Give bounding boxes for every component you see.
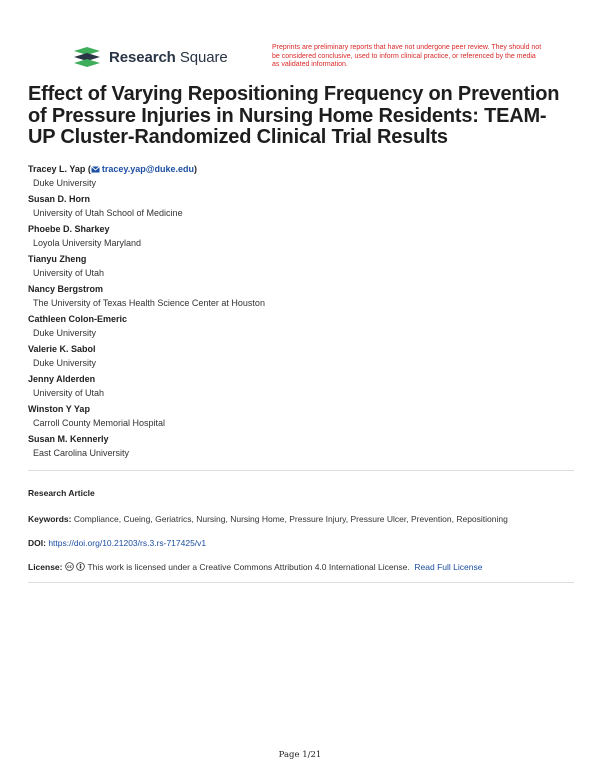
author-entry <box>28 404 568 434</box>
author-name: Winston Y Yap <box>28 404 90 414</box>
doi-link[interactable]: https://doi.org/10.21203/rs.3.rs-717425/v1 <box>48 538 207 548</box>
author-entry <box>28 194 568 224</box>
author-entry <box>28 344 568 374</box>
author-entry <box>28 314 568 344</box>
author-list <box>28 164 568 464</box>
author-entry <box>28 224 568 254</box>
logo-text: Research Square <box>109 48 228 66</box>
author-name: Tianyu Zheng <box>28 254 87 264</box>
author-name: Nancy Bergstrom <box>28 284 104 294</box>
author-entry <box>28 254 568 284</box>
author-affiliation: Carroll County Memorial Hospital <box>33 418 166 428</box>
author-affiliation: Loyola University Maryland <box>33 238 142 248</box>
preprint-disclaimer: Preprints are preliminary reports that have not undergone peer review. They should not be considered conclusive, used to inform clinical practice, or referenced by the media as validated information. <box>272 44 542 69</box>
author-entry: Tracey L. Yap ( tracey.yap@duke.edu) Duke University <box>28 164 568 194</box>
keywords-value: Compliance, Cueing, Geriatrics, Nursing, Nursing Home, Pressure Injury, Pressure Ulcer, Prevention, Repositioning <box>73 514 508 524</box>
research-square-logo-icon <box>74 47 100 67</box>
envelope-icon <box>91 166 100 173</box>
license-label: License: <box>28 562 63 572</box>
author-name: Cathleen Colon-Emeric <box>28 314 128 324</box>
author-entry <box>28 284 568 314</box>
author-affiliation: Duke University <box>33 178 97 188</box>
author-name: Valerie K. Sabol <box>28 344 96 354</box>
section-divider <box>28 470 574 471</box>
author-affiliation: Duke University <box>33 328 97 338</box>
doi-line <box>28 538 206 548</box>
author-affiliation: Duke University <box>33 358 97 368</box>
keywords-label: Keywords: <box>28 514 72 524</box>
read-full-license-link[interactable]: Read Full License <box>414 562 483 572</box>
author-affiliation: University of Utah School of Medicine <box>33 208 183 218</box>
author-entry <box>28 374 568 404</box>
author-name: Susan D. Horn <box>28 194 91 204</box>
attribution-icon <box>76 562 85 571</box>
svg-text:cc: cc <box>66 564 72 570</box>
author-name: Tracey L. Yap <box>28 164 86 174</box>
section-divider <box>28 582 574 583</box>
author-name: Phoebe D. Sharkey <box>28 224 110 234</box>
license-line <box>28 562 482 572</box>
author-email-link[interactable]: tracey.yap@duke.edu <box>91 164 194 174</box>
author-entry <box>28 434 568 464</box>
author-affiliation: East Carolina University <box>33 448 130 458</box>
author-affiliation: University of Utah <box>33 388 105 398</box>
research-square-logo[interactable] <box>74 47 228 67</box>
author-name: Susan M. Kennerly <box>28 434 109 444</box>
author-name: Jenny Alderden <box>28 374 96 384</box>
license-text: This work is licensed under a Creative Commons Attribution 4.0 International License. <box>87 562 410 572</box>
article-type: Research Article <box>28 488 95 498</box>
page-number: Page 1/21 <box>278 750 322 760</box>
author-affiliation: The University of Texas Health Science Center at Houston <box>33 298 265 308</box>
keywords-line <box>28 514 508 524</box>
creative-commons-icon <box>65 562 74 571</box>
paper-title: Effect of Varying Repositioning Frequency on Prevention of Pressure Injuries in Nursing Home Residents: TEAM-UP Cluster-Randomized Clinical Trial Results <box>28 83 560 148</box>
author-affiliation: University of Utah <box>33 268 105 278</box>
doi-label: DOI: <box>28 538 46 548</box>
